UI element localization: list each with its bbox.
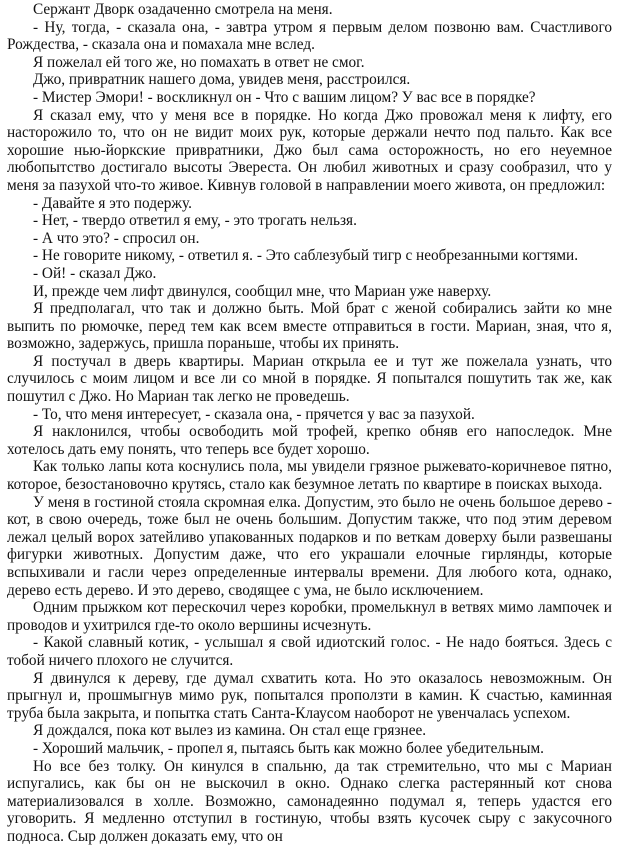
paragraph: - Мистер Эмори! - воскликнул он - Что с вашим лицом? У вас все в порядке? <box>33 88 536 106</box>
paragraph: Я постучал в дверь квартиры. Мариан открыла ее и тут же пожелала узнать, что случилось с моим лицом и все ли со мной в порядке. Я попытался пошутить так же, как пошутил с Джо. Но Мариан так легко не проведешь. <box>7 352 612 406</box>
paragraph: Джо, привратник нашего дома, увидев меня, расстроился. <box>33 71 411 89</box>
paragraph: - То, что меня интересует, - сказала она, - прячется у вас за пазухой. <box>33 405 475 423</box>
paragraph: Я сказал ему, что у меня все в порядке. Но когда Джо провожал меня к лифту, его насторожило то, что он не видит моих рук, которые держали нечто под пальто. Как все хорошие нью-йоркские привратники, Джо был сама осторожность, но его неуемное любопытство достигало высоты Эвереста. Он любил животных и сразу сообразил, что у меня за пазухой что-то живое. Кивнув головой в направлении моего живота, он предложил: <box>7 106 612 194</box>
paragraph: - Какой славный котик, - услышал я свой идиотский голос. - Не надо бояться. Здесь с тобой ничего плохого не случится. <box>7 634 612 669</box>
paragraph: Я пожелал ей того же, но помахать в ответ не смог. <box>33 53 365 71</box>
paragraph: У меня в гостиной стояла скромная елка. Допустим, это было не очень большое дерево - кот, в свою очередь, тоже был не очень большим. Допустим также, что под этим деревом лежал целый ворох затейливо упакованных подарков и по веткам доверху были развешаны фигурки животных. Допустим даже, что его украшали елочные гирлянды, которые вспыхивали и гасли через определенные интервалы времени. Для любого кота, однако, дерево есть дерево. И это дерево, сводящее с ума, не было исключением. <box>7 493 612 599</box>
paragraph: - А что это? - спросил он. <box>33 229 200 247</box>
paragraph: Я наклонился, чтобы освободить мой трофей, крепко обняв его напоследок. Мне хотелось дать ему понять, что теперь все будет хорошо. <box>7 423 612 458</box>
paragraph: - Давайте я это подержу. <box>33 194 192 212</box>
paragraph: Одним прыжком кот перескочил через коробки, промелькнул в ветвях мимо лампочек и проводов и ухитрился где-то около вершины исчезнуть. <box>7 599 612 634</box>
paragraph: - Ой! - сказал Джо. <box>33 264 157 282</box>
paragraph: - Ну, тогда, - сказала она, - завтра утром я первым делом позвоню вам. Счастливого Рождества, - сказала она и помахала мне вслед. <box>7 18 612 54</box>
paragraph: Но все без толку. Он кинулся в спальню, да так стремительно, что мы с Мариан испугались, как бы он не выскочил в окно. Однако слегка растерянный кот снова материализовался в холле. Возможно, самонадеянно подумал я, теперь удастся его уговорить. Я медленно отступил в гостиную, чтобы взять кусочек сыру с закусочного подноса. Сыр должен доказать ему, что он <box>7 757 612 845</box>
document-page <box>7 1 612 846</box>
paragraph: Я дождался, пока кот вылез из камина. Он стал еще грязнее. <box>33 722 427 740</box>
paragraph: - Не говорите никому, - ответил я. - Это саблезубый тигр с необрезанными когтями. <box>33 247 579 265</box>
paragraph: Сержант Дворк озадаченно смотрела на меня. <box>33 1 333 18</box>
paragraph: - Хороший мальчик, - пропел я, пытаясь быть как можно более убедительным. <box>33 739 544 757</box>
paragraph: - Нет, - твердо ответил я ему, - это трогать нельзя. <box>33 212 357 230</box>
paragraph: Я двинулся к дереву, где думал схватить кота. Но это оказалось невозможным. Он прыгнул и, прошмыгнув мимо рук, попытался проползти в камин. К счастью, каминная труба была закрыта, и попытка стать Санта-Клаусом наоборот не увенчалась успехом. <box>7 669 612 722</box>
paragraph: И, прежде чем лифт двинулся, сообщил мне, что Мариан уже наверху. <box>33 282 492 300</box>
paragraph: Как только лапы кота коснулись пола, мы увидели грязное рыжевато-коричневое пятно, которое, безостановочно крутясь, стало как безумное летать по квартире в поисках выхода. <box>7 458 612 494</box>
paragraph: Я предполагал, что так и должно быть. Мой брат с женой собирались зайти ко мне выпить по рюмочке, перед тем как всем вместе отправиться в гости. Мариан, зная, что я, возможно, задержусь, пришла пораньше, чтобы их принять. <box>7 300 612 353</box>
